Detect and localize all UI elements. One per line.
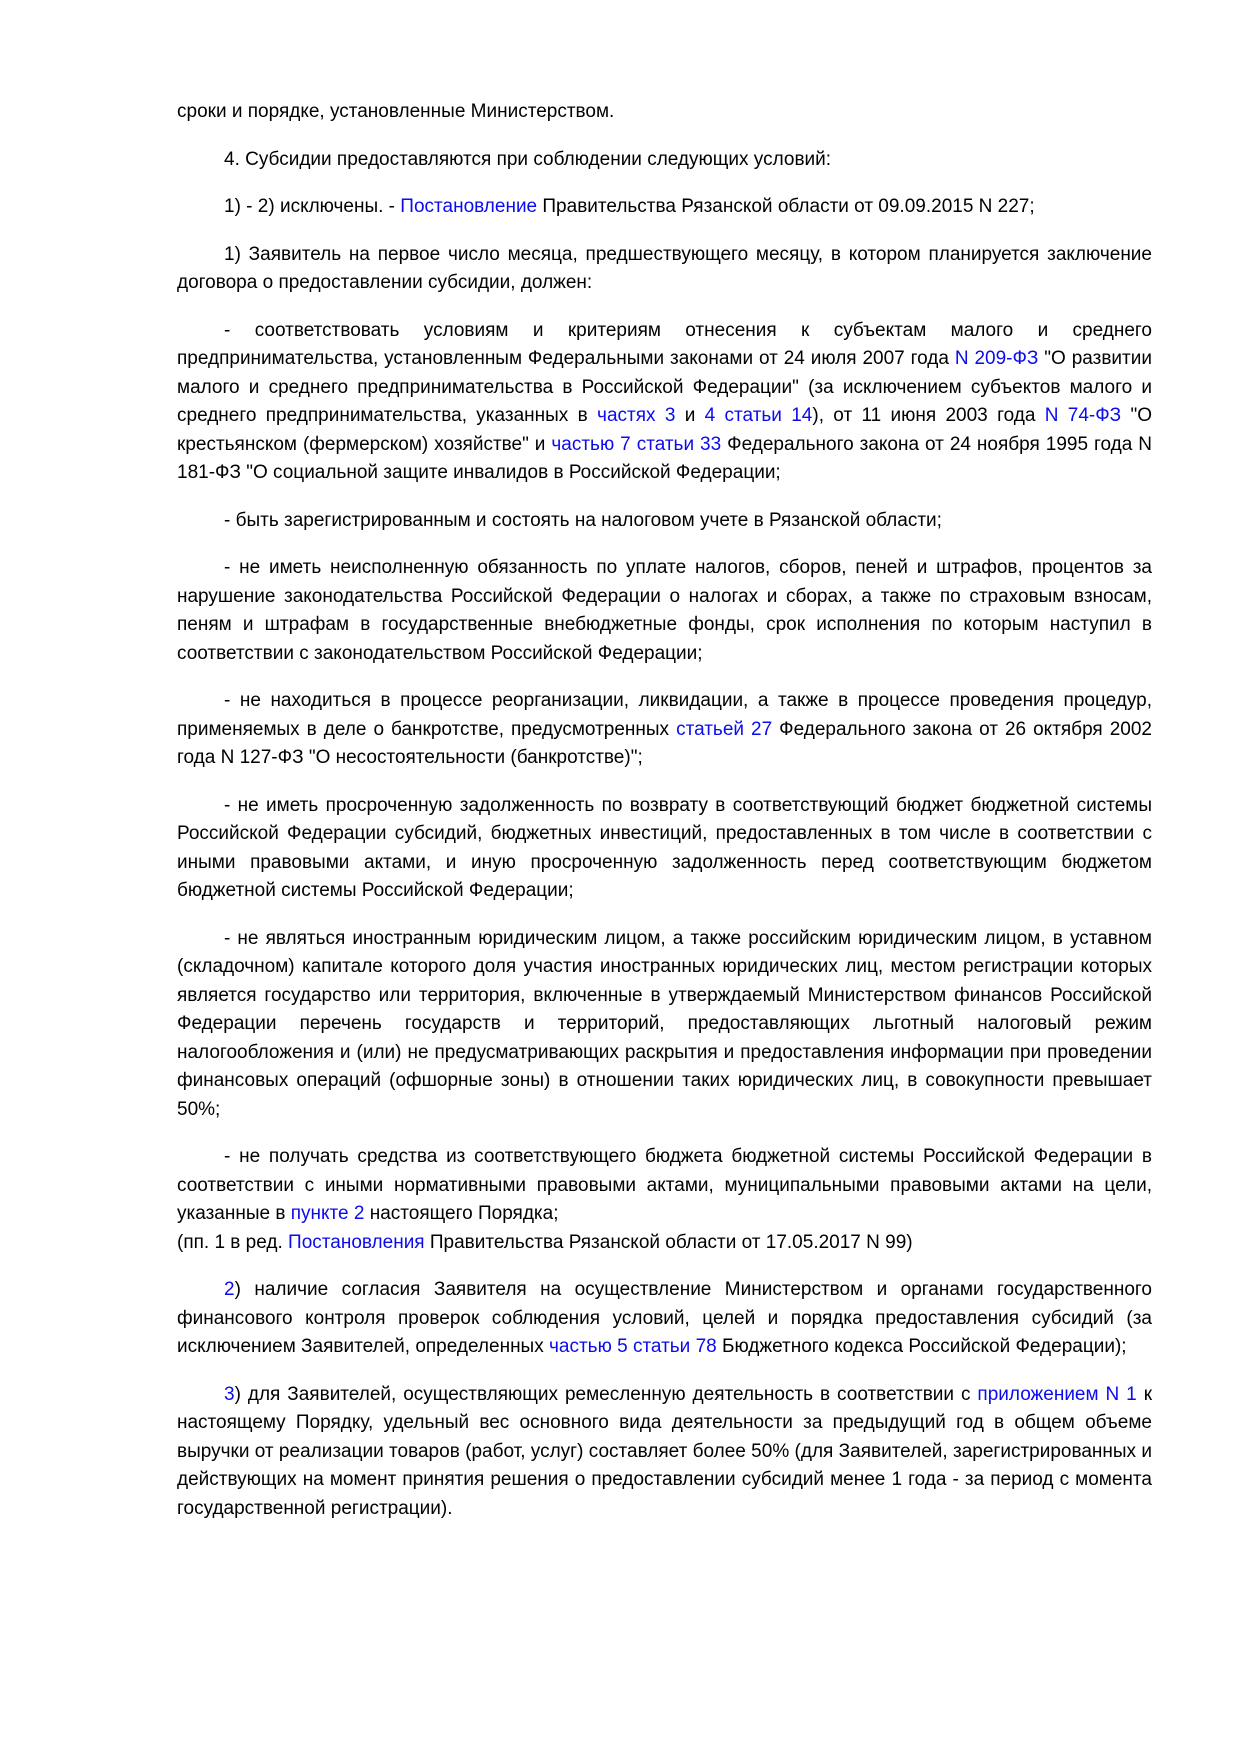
paragraph [177,317,1152,488]
text-run: 1) Заявитель на первое число месяца, предшествующего месяцу, в котором планируется заключение договора о предоставлении субсидии, должен: [177,243,1152,293]
text-run: Федерального закона от 26 октября 2002 года N 127-ФЗ "О несостоятельности (банкротстве)"; [177,718,1152,768]
text-run: 4. Субсидии предоставляются при соблюдении следующих условий: [224,148,832,170]
paragraph [177,554,1152,668]
paragraph [177,925,1152,1125]
text-run: - не иметь просроченную задолженность по возврату в соответствующий бюджет бюджетной системы Российской Федерации субсидий, бюджетных инвестиций, предоставленных в том числе в соответствии с иными правовыми актами, и иную просроченную задолженность перед соответствующим бюджетом бюджетной системы Российской Федерации; [177,794,1152,901]
text-run: Правительства Рязанской области от 09.09.2015 N 227; [537,196,1035,217]
document-link[interactable]: N 74-ФЗ [1044,405,1122,426]
text-run: - не находиться в процессе реорганизации, ликвидации, а также в процессе проведения процедур, применяемых в деле о банкротстве, предусмотренных [177,690,1152,740]
text-run: ) для Заявителей, осуществляющих ремесленную деятельность в соответствии с [234,1383,978,1405]
text-run: ), от 11 июня 2003 года [812,405,1045,426]
paragraph [177,1381,1152,1524]
document-body [177,98,1152,1523]
text-run: - не иметь неисполненную обязанность по уплате налогов, сборов, пеней и штрафов, процентов за нарушение законодательства Российской Федерации о налогах и сборах, а также по страховым взносам, пеням и штрафам в государственные внебюджетные фонды, срок исполнения по которым наступил в соответствии с законодательством Российской Федерации; [177,557,1152,664]
paragraph [177,687,1152,773]
text-run: - не получать средства из соответствующего бюджета бюджетной системы Российской Федерации в соответствии с иными нормативными правовыми актами, муниципальными правовыми актами на цели, указанные в [177,1146,1152,1224]
document-link[interactable]: частью 7 статьи 33 [551,433,722,455]
text-run: Правительства Рязанской области от 17.05.2017 N 99) [424,1231,913,1253]
document-link[interactable]: частью 5 статьи 78 [549,1336,717,1357]
text-run: сроки и порядке, установленные Министерством. [177,101,615,122]
paragraph [177,146,1152,175]
paragraph [177,1143,1152,1229]
document-link[interactable]: статьей 27 [676,718,773,740]
document-link[interactable]: 3 [224,1383,235,1405]
document-link[interactable]: пункте 2 [290,1203,365,1224]
text-run: "О крестьянском (фермерском) хозяйстве" и [177,405,1153,455]
document-link[interactable]: частях 3 [597,405,676,426]
text-run: настоящего Порядка; [364,1203,559,1224]
document-link[interactable]: 4 статьи 14 [704,405,813,426]
paragraph [177,241,1152,298]
text-run: и [675,405,705,426]
text-run: Бюджетного кодекса Российской Федерации); [716,1336,1127,1357]
text-run: Федерального закона от 24 ноября 1995 года N 181-ФЗ "О социальной защите инвалидов в Российской Федерации; [177,433,1152,483]
text-run: - не являться иностранным юридическим лицом, а также российским юридическим лицом, в уставном (складочном) капитале которого доля участия иностранных юридических лиц, местом регистрации которых является государство или территория, включенные в утверждаемый Министерством финансов Российской Федерации перечень государств и территорий, предоставляющих льготный налоговый режим налогообложения и (или) не предусматривающих раскрытия и предоставления информации при проведении финансовых операций (офшорные зоны) в отношении таких юридических лиц, в совокупности превышает 50%; [177,927,1152,1120]
paragraph [177,507,1152,536]
text-run: - соответствовать условиям и критериям отнесения к субъектам малого и среднего предпринимательства, установленным Федеральными законами от 24 июля 2007 года [177,319,1152,369]
paragraph [177,98,1152,127]
document-link[interactable]: 2 [224,1279,235,1300]
text-run: - быть зарегистрированным и состоять на налоговом учете в Рязанской области; [224,509,942,531]
paragraph [177,1276,1152,1362]
paragraph [177,193,1152,222]
text-run: ) наличие согласия Заявителя на осуществление Министерством и органами государственного финансового контроля проверок соблюдения условий, целей и порядка предоставления субсидий (за исключением Заявителей, определенных [177,1279,1152,1357]
document-link[interactable]: N 209-ФЗ [954,348,1039,369]
document-link[interactable]: приложением N 1 [977,1383,1137,1405]
text-run: 1) - 2) исключены. - [224,196,401,217]
text-run: (пп. 1 в ред. [177,1231,289,1253]
text-run: к настоящему Порядку, удельный вес основного вида деятельности за предыдущий год в общем объеме выручки от реализации товаров (работ, услуг) составляет более 50% (для Заявителей, зарегистрированных и действующих на момент принятия решения о предоставлении субсидий менее 1 года - за период с момента государственной регистрации). [177,1383,1153,1519]
paragraph [177,1229,1152,1258]
text-run: "О развитии малого и среднего предпринимательства в Российской Федерации" (за исключением субъектов малого и среднего предпринимательства, указанных в [177,348,1152,426]
document-link[interactable]: Постановление [400,196,538,217]
document-link[interactable]: Постановления [288,1231,425,1253]
paragraph [177,792,1152,906]
